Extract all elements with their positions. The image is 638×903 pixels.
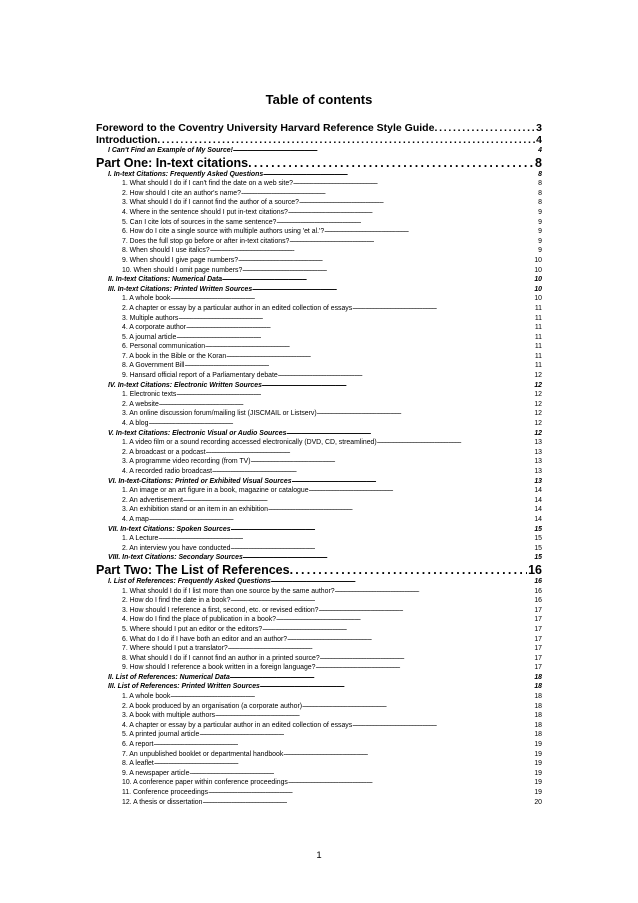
toc-entry[interactable] (96, 577, 542, 587)
toc-entry-title: 9. When should I give page numbers? (122, 256, 239, 264)
toc-entry-page: 9 (538, 218, 542, 226)
dot-leader (289, 237, 537, 247)
toc-entry[interactable] (96, 721, 542, 731)
dot-leader (287, 635, 533, 645)
toc-entry-page: 16 (534, 587, 542, 595)
toc-entry-title: Foreword to the Coventry University Harvard Reference Style Guide (96, 122, 435, 134)
toc-entry[interactable] (96, 635, 542, 645)
toc-entry[interactable] (96, 778, 542, 788)
dot-leader (205, 342, 534, 352)
dot-leader (184, 361, 533, 371)
toc-entry-page: 19 (534, 789, 542, 796)
toc-entry-title: 6. How do I cite a single source with multiple authors using 'et al.'? (122, 228, 325, 236)
toc-entry[interactable] (96, 381, 542, 391)
dot-leader (262, 625, 533, 635)
dot-leader (252, 285, 533, 295)
toc-entry-title: II. In-text Citations: Numerical Data (108, 276, 223, 284)
toc-entry[interactable] (96, 266, 542, 276)
toc-entry[interactable] (96, 390, 542, 400)
dot-leader (178, 314, 534, 324)
toc-entry[interactable] (96, 122, 542, 134)
toc-entry-page: 18 (534, 712, 542, 720)
dot-leader (199, 730, 533, 740)
toc-entry[interactable] (96, 256, 542, 266)
dot-leader (202, 798, 533, 808)
toc-entry-title: IV. In-text Citations: Electronic Written Sources (108, 381, 262, 389)
toc-entry-title: 8. A leaflet (122, 760, 154, 768)
toc-entry-title: 9. Hansard official report of a Parliamentary debate (122, 372, 278, 380)
toc-entry-title: 4. A chapter or essay by a particular author in an edited collection of essays (122, 721, 353, 729)
toc-entry-page: 14 (534, 496, 542, 504)
dot-leader (290, 563, 528, 577)
toc-entry-title: I. List of References: Frequently Asked Questions (108, 577, 271, 585)
toc-entry-page: 16 (534, 577, 542, 585)
dot-leader (170, 692, 533, 702)
toc-entry[interactable] (96, 361, 542, 371)
dot-leader (262, 381, 533, 391)
dot-leader (268, 505, 533, 515)
toc-entry[interactable] (96, 587, 542, 597)
toc-entry-page: 15 (534, 554, 542, 562)
toc-entry-page: 9 (538, 247, 542, 255)
toc-entry-page: 17 (534, 645, 542, 653)
toc-entry[interactable] (96, 429, 542, 439)
toc-entry[interactable] (96, 457, 542, 467)
toc-entry[interactable] (96, 409, 542, 419)
toc-entry-page: 13 (534, 468, 542, 475)
toc-entry-page: 19 (534, 769, 542, 777)
toc-entry-title: 2. A broadcast or a podcast (122, 448, 206, 456)
toc-entry[interactable] (96, 769, 542, 779)
toc-entry-title: 6. A report (122, 741, 154, 749)
dot-leader (292, 477, 534, 487)
toc-entry[interactable] (96, 134, 542, 146)
dot-leader (335, 587, 534, 597)
toc-entry[interactable] (96, 615, 542, 625)
dot-leader (288, 778, 533, 788)
toc-entry-page: 11 (534, 324, 542, 332)
toc-entry-title: 5. A printed journal article (122, 731, 200, 739)
dot-leader (276, 615, 533, 625)
toc-entry-title: 9. How should I reference a book written in a foreign language? (122, 664, 316, 672)
toc-entry[interactable] (96, 730, 542, 740)
dot-leader (260, 682, 533, 692)
toc-entry-page: 10 (534, 256, 542, 264)
dot-leader (242, 266, 533, 276)
toc-entry-page: 9 (538, 228, 542, 236)
toc-entry[interactable] (96, 750, 542, 760)
toc-entry[interactable] (96, 596, 542, 606)
toc-entry-title: 7. Where should I put a translator? (122, 645, 228, 653)
toc-entry-title: Part Two: The List of References (96, 562, 290, 577)
toc-entry-title: 1. A Lecture (122, 535, 159, 543)
toc-entry-page: 19 (534, 750, 542, 758)
toc-entry-page: 17 (534, 654, 542, 662)
toc-entry[interactable] (96, 170, 542, 180)
dot-leader (233, 146, 537, 156)
toc-entry[interactable] (96, 156, 542, 170)
toc-entry-page: 19 (534, 741, 542, 749)
toc-entry[interactable] (96, 438, 542, 448)
dot-leader (149, 515, 534, 525)
toc-entry[interactable] (96, 227, 542, 237)
dot-leader (324, 227, 537, 237)
toc-entry-page: 14 (534, 487, 542, 495)
toc-entry-title: 1. A whole book (122, 295, 171, 303)
toc-entry-page: 17 (534, 625, 542, 633)
toc-entry-page: 4 (536, 134, 542, 146)
dot-leader (226, 352, 534, 362)
dot-leader (286, 429, 533, 439)
toc-entry-page: 8 (535, 155, 542, 170)
toc-entry[interactable] (96, 208, 542, 218)
toc-entry-page: 13 (534, 477, 542, 485)
toc-entry-page: 12 (534, 420, 542, 428)
toc-entry-title: 5. Where should I put an editor or the editors? (122, 625, 263, 633)
dot-leader (215, 711, 533, 721)
toc-entry-page: 13 (534, 458, 542, 466)
dot-leader (352, 721, 533, 731)
toc-entry-title: 1. A whole book (122, 693, 171, 701)
toc-entry-title: 3. An online discussion forum/mailing list (JISCMAIL or Listserv) (122, 410, 317, 418)
page-title: Table of contents (265, 92, 373, 107)
toc-entry[interactable] (96, 505, 542, 515)
dot-leader (230, 544, 533, 554)
toc-entry-title: 10. A conference paper within conference proceedings (122, 779, 288, 787)
toc-entry[interactable] (96, 759, 542, 769)
toc-entry-title: 4. Where in the sentence should I put in-text citations? (122, 208, 288, 216)
toc-entry-title: 4. How do I find the place of publication in a book? (122, 616, 276, 624)
toc-entry[interactable] (96, 553, 542, 563)
toc-entry-page: 19 (534, 779, 542, 787)
dot-leader (299, 198, 537, 208)
toc-entry[interactable] (96, 711, 542, 721)
toc-entry-title: 1. What should I do if I can't find the date on a web site? (122, 180, 294, 188)
toc-entry-title: 12. A thesis or dissertation (122, 798, 203, 806)
dot-leader (271, 577, 533, 587)
toc-entry-title: II. List of References: Numerical Data (108, 673, 230, 681)
dot-leader (278, 371, 534, 381)
toc-entry-page: 17 (534, 664, 542, 672)
toc-entry-page: 8 (538, 180, 542, 188)
toc-entry-page: 11 (534, 343, 542, 351)
toc-entry-title: 1. An image or an art figure in a book, magazine or catalogue (122, 487, 309, 495)
toc-entry-title: V. In-text Citations: Electronic Visual or Audio Sources (108, 429, 287, 437)
toc-entry-page: 18 (534, 702, 542, 710)
toc-entry-title: 7. Does the full stop go before or after in-text citations? (122, 237, 290, 245)
toc-entry-title: 5. Can I cite lots of sources in the same sentence? (122, 218, 277, 226)
toc-entry-title: 3. Multiple authors (122, 314, 179, 322)
toc-entry[interactable] (96, 798, 542, 808)
toc-entry-title: 5. A journal article (122, 333, 177, 341)
toc-entry-title: 2. A book produced by an organisation (a corporate author) (122, 702, 303, 710)
toc-entry[interactable] (96, 275, 542, 285)
dot-leader (222, 275, 533, 285)
toc-entry-page: 9 (538, 208, 542, 216)
toc-entry[interactable] (96, 673, 542, 683)
toc-entry[interactable] (96, 448, 542, 458)
toc-entry-title: 3. How should I reference a first, second, etc. or revised edition? (122, 606, 319, 614)
toc-entry-page: 18 (534, 673, 542, 681)
toc-entry[interactable] (96, 294, 542, 304)
toc-entry-title: 8. A Government Bill (122, 362, 185, 370)
dot-leader (317, 409, 534, 419)
toc-entry-title: 10. When should I omit page numbers? (122, 266, 243, 274)
toc-entry-title: III. In-text Citations: Printed Written Sources (108, 285, 253, 293)
dot-leader (228, 644, 534, 654)
toc-entry-title: 6. What do I do if I have both an editor and an author? (122, 635, 288, 643)
dot-leader (238, 256, 533, 266)
dot-leader (230, 673, 534, 683)
toc-entry-page: 15 (534, 535, 542, 543)
toc-entry-title: I. In-text Citations: Frequently Asked Questions (108, 170, 264, 178)
toc-entry[interactable] (96, 246, 542, 256)
toc-entry-title: 4. A recorded radio broadcast (122, 468, 213, 475)
toc-entry[interactable] (96, 486, 542, 496)
toc-entry-page: 15 (534, 525, 542, 533)
toc-entry[interactable] (96, 682, 542, 692)
toc-entry[interactable] (96, 419, 542, 429)
dot-leader (241, 189, 537, 199)
toc-entry-page: 11 (534, 314, 542, 322)
toc-entry-title: 3. What should I do if I cannot find the author of a source? (122, 199, 299, 207)
toc-entry-title: 2. A chapter or essay by a particular author in an edited collection of essays (122, 304, 353, 312)
toc-entry[interactable] (96, 654, 542, 664)
toc-entry[interactable] (96, 702, 542, 712)
toc-entry-title: 2. How do I find the date in a book? (122, 597, 231, 605)
toc-entry[interactable] (96, 625, 542, 635)
dot-leader (176, 333, 533, 343)
toc-entry-page: 8 (538, 189, 542, 197)
dot-leader (315, 663, 533, 673)
toc-entry-page: 17 (534, 616, 542, 624)
toc-entry-page: 20 (534, 798, 542, 806)
dot-leader (154, 759, 534, 769)
dot-leader (251, 457, 534, 467)
toc-entry-page: 19 (534, 760, 542, 768)
toc-entry-page: 11 (534, 362, 542, 370)
toc-entry[interactable] (96, 496, 542, 506)
toc-entry-page: 16 (528, 562, 542, 577)
toc-entry-page: 8 (538, 170, 542, 178)
toc-entry[interactable] (96, 333, 542, 343)
dot-leader (352, 304, 534, 314)
toc-entry-page: 12 (534, 429, 542, 437)
toc-entry-page: 17 (534, 606, 542, 614)
dot-leader (320, 654, 534, 664)
toc-entry-title: 4. A corporate author (122, 324, 186, 332)
toc-entry[interactable] (96, 525, 542, 535)
dot-leader (434, 122, 535, 134)
dot-leader (377, 438, 534, 448)
toc-entry-page: 14 (534, 506, 542, 514)
toc-entry[interactable] (96, 189, 542, 199)
toc-entry[interactable] (96, 740, 542, 750)
toc-entry-page: 12 (534, 372, 542, 380)
toc-entry[interactable] (96, 179, 542, 189)
toc-entry[interactable] (96, 534, 542, 544)
toc-entry-title: VI. In-text-Citations: Printed or Exhibited Visual Sources (108, 477, 292, 485)
toc-entry-page: 17 (534, 635, 542, 643)
dot-leader (159, 400, 534, 410)
toc-entry[interactable] (96, 304, 542, 314)
toc-entry-title: 9. A newspaper article (122, 769, 190, 777)
toc-entry-page: 12 (534, 391, 542, 399)
dot-leader (288, 208, 537, 218)
toc-entry-title: 1. A video film or a sound recording accessed electronically (DVD, CD, streamlined) (122, 439, 377, 447)
toc-entry-page: 12 (534, 381, 542, 389)
toc-entry-title: VII. In-text Citations: Spoken Sources (108, 525, 231, 533)
toc-entry[interactable] (96, 323, 542, 333)
toc-entry[interactable] (96, 515, 542, 525)
toc-entry-title: 3. A programme video recording (from TV) (122, 458, 251, 466)
toc-entry-page: 9 (538, 237, 542, 245)
toc-entry-title: I Can't Find an Example of My Source! (108, 147, 233, 154)
page-number: 1 (316, 850, 322, 861)
toc-entry[interactable] (96, 371, 542, 381)
toc-entry[interactable] (96, 477, 542, 487)
toc-entry-page: 18 (534, 731, 542, 739)
dot-leader (158, 534, 533, 544)
dot-leader (186, 323, 534, 333)
toc-entry[interactable] (96, 544, 542, 554)
dot-leader (206, 448, 534, 458)
toc-entry-page: 14 (534, 515, 542, 523)
dot-leader (302, 702, 533, 712)
toc-entry-page: 12 (534, 410, 542, 418)
dot-leader (148, 419, 533, 429)
dot-leader (208, 788, 533, 798)
toc-entry-title: 4. A map (122, 515, 149, 523)
toc-entry-title: 2. A website (122, 400, 159, 408)
toc-entry-page: 13 (534, 448, 542, 456)
dot-leader (210, 246, 537, 256)
toc-entry-page: 10 (534, 276, 542, 284)
toc-entry-title: 3. An exhibition stand or an item in an exhibition (122, 506, 268, 514)
toc-entry-title: Introduction (96, 134, 158, 146)
toc-entry-title: 2. How should I cite an author's name? (122, 189, 241, 197)
dot-leader (170, 294, 533, 304)
toc-entry-title: 3. A book with multiple authors (122, 712, 216, 720)
toc-entry-page: 11 (534, 352, 542, 360)
dot-leader (189, 769, 533, 779)
toc-entry-title: 2. An advertisement (122, 496, 183, 504)
toc-entry-title: 7. An unpublished booklet or departmental handbook (122, 750, 284, 758)
dot-leader (243, 553, 534, 563)
toc-entry-title: 4. A blog (122, 420, 149, 428)
toc-entry[interactable] (96, 400, 542, 410)
dot-leader (293, 179, 537, 189)
dot-leader (248, 156, 534, 170)
toc-entry-title: 2. An interview you have conducted (122, 544, 231, 552)
toc-entry-title: 6. Personal communication (122, 343, 206, 351)
toc-entry[interactable] (96, 692, 542, 702)
table-of-contents (96, 122, 542, 807)
toc-entry-page: 13 (534, 439, 542, 447)
toc-entry-title: Part One: In-text citations (96, 155, 249, 170)
toc-entry[interactable] (96, 644, 542, 654)
toc-entry[interactable] (96, 146, 542, 156)
toc-entry[interactable] (96, 342, 542, 352)
dot-leader (153, 740, 533, 750)
dot-leader (309, 486, 534, 496)
dot-leader (283, 750, 533, 760)
dot-leader (157, 134, 535, 146)
toc-entry[interactable] (96, 563, 542, 577)
toc-entry-title: 7. A book in the Bible or the Koran (122, 352, 227, 360)
toc-entry[interactable] (96, 663, 542, 673)
dot-leader (231, 525, 534, 535)
toc-entry-page: 16 (534, 597, 542, 605)
dot-leader (230, 596, 533, 606)
toc-entry-page: 10 (534, 266, 542, 274)
toc-entry-page: 15 (534, 544, 542, 552)
dot-leader (276, 218, 537, 228)
toc-entry[interactable] (96, 198, 542, 208)
dot-leader (212, 467, 533, 477)
toc-entry-title: 1. What should I do if I list more than one source by the same author? (122, 587, 335, 595)
toc-entry[interactable] (96, 352, 542, 362)
toc-entry-page: 18 (534, 721, 542, 729)
toc-entry-page: 4 (538, 147, 542, 154)
toc-entry[interactable] (96, 467, 542, 477)
toc-entry-title: 1. Electronic texts (122, 391, 177, 399)
dot-leader (263, 170, 537, 180)
toc-entry[interactable] (96, 788, 542, 798)
dot-leader (183, 496, 533, 506)
toc-entry-page: 11 (534, 304, 542, 312)
dot-leader (318, 606, 533, 616)
toc-entry-title: III. List of References: Printed Written Sources (108, 683, 260, 691)
toc-entry-title: 8. What should I do if I cannot find an author in a printed source? (122, 654, 320, 662)
dot-leader (176, 390, 533, 400)
toc-entry-title: 8. When should I use italics? (122, 247, 210, 255)
toc-entry-page: 10 (534, 295, 542, 303)
toc-entry-page: 18 (534, 683, 542, 691)
toc-entry[interactable] (96, 285, 542, 295)
toc-entry-page: 12 (534, 400, 542, 408)
toc-entry-title: 11. Conference proceedings (122, 789, 209, 796)
toc-entry-page: 8 (538, 199, 542, 207)
toc-entry-page: 11 (534, 333, 542, 341)
toc-entry-page: 18 (534, 693, 542, 701)
toc-entry-page: 10 (534, 285, 542, 293)
toc-entry[interactable] (96, 237, 542, 247)
toc-entry-title: VIII. In-text Citations: Secondary Sources (108, 554, 243, 562)
toc-entry-page: 3 (536, 122, 542, 134)
toc-entry[interactable] (96, 606, 542, 616)
toc-entry[interactable] (96, 314, 542, 324)
toc-entry[interactable] (96, 218, 542, 228)
